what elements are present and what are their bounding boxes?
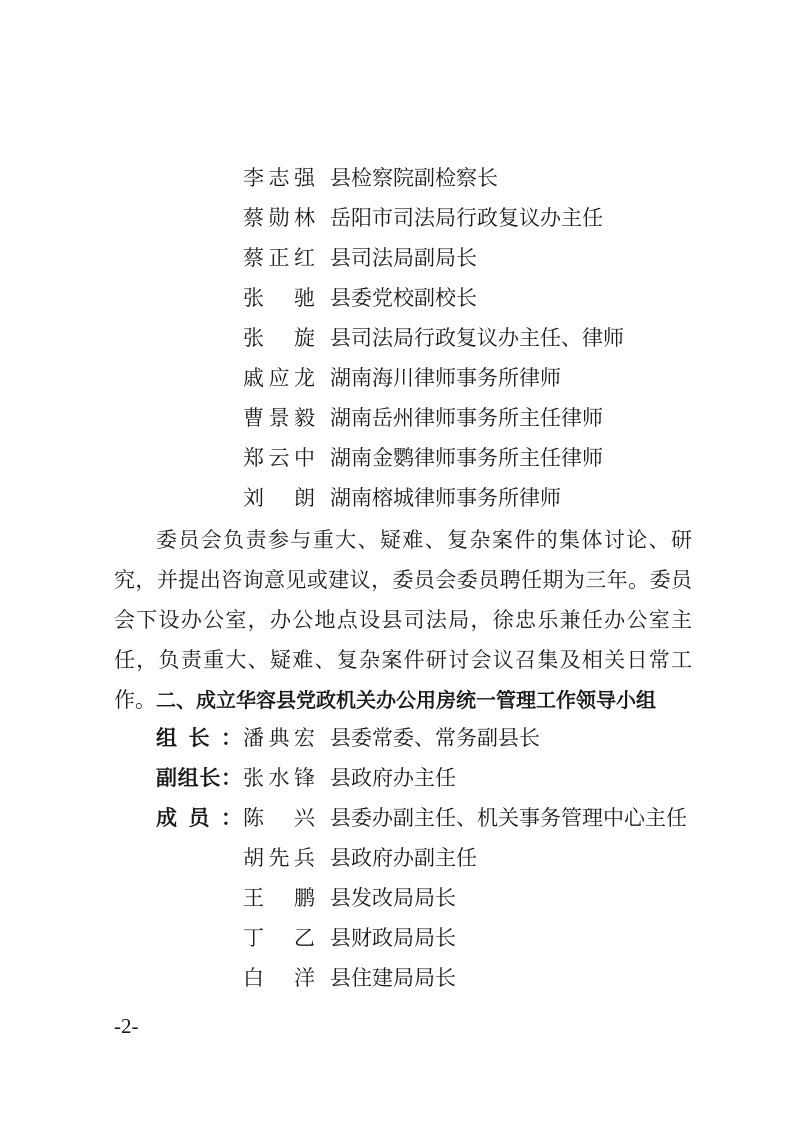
member-title: 湖南榕城律师事务所律师 [330, 486, 561, 510]
leader-title: 县委常委、常务副县长 [330, 726, 540, 750]
deputy-title: 县政府办主任 [330, 766, 456, 790]
member-title: 岳阳市司法局行政复议办主任 [330, 206, 603, 230]
role-label-deputy: 副组长： [156, 765, 242, 790]
member-title: 县委办副主任、机关事务管理中心主任 [330, 806, 687, 830]
member-title: 县司法局行政复议办主任、律师 [330, 326, 624, 350]
page-number: -2- [114, 1014, 139, 1038]
member-name: 郑云中 [243, 446, 315, 470]
member-name: 蔡勋林 [243, 206, 315, 230]
member-title: 县政府办副主任 [330, 846, 477, 870]
member-name: 王鹏 [243, 886, 315, 910]
member-name: 刘朗 [243, 486, 315, 510]
member-title: 县司法局副局长 [330, 246, 477, 270]
member-name: 张旋 [243, 326, 315, 350]
deputy-name: 张水锋 [243, 766, 315, 790]
member-title: 湖南海川律师事务所律师 [330, 366, 561, 390]
member-title: 县委党校副校长 [330, 286, 477, 310]
body-paragraph: 委员会负责参与重大、疑难、复杂案件的集体讨论、研究，并提出咨询意见或建议，委员会委员聘任期为三年。委员会下设办公室，办公地点设县司法局，徐忠乐兼任办公室主任，负责重大、疑难、复杂案件研讨会议召集及相关日常工作。 [114, 528, 692, 712]
member-name: 陈兴 [243, 806, 315, 830]
member-title: 县检察院副检察长 [330, 166, 498, 190]
member-name: 胡先兵 [243, 846, 315, 870]
role-label-leader: 组长： [156, 725, 242, 750]
member-title: 县财政局局长 [330, 926, 456, 950]
member-name: 蔡正红 [243, 246, 315, 270]
member-name: 戚应龙 [243, 366, 315, 390]
member-name: 丁乙 [243, 926, 315, 950]
member-name: 曹景毅 [243, 406, 315, 430]
member-title: 湖南岳州律师事务所主任律师 [330, 406, 603, 430]
leader-name: 潘典宏 [243, 726, 315, 750]
member-title: 县住建局局长 [330, 966, 456, 990]
member-name: 李志强 [243, 166, 315, 190]
member-name: 张驰 [243, 286, 315, 310]
member-title: 县发改局局长 [330, 886, 456, 910]
member-title: 湖南金鹦律师事务所主任律师 [330, 446, 603, 470]
role-label-members: 成员： [156, 805, 242, 830]
member-name: 白洋 [243, 966, 315, 990]
section-heading: 二、成立华容县党政机关办公用房统一管理工作领导小组 [156, 688, 656, 712]
